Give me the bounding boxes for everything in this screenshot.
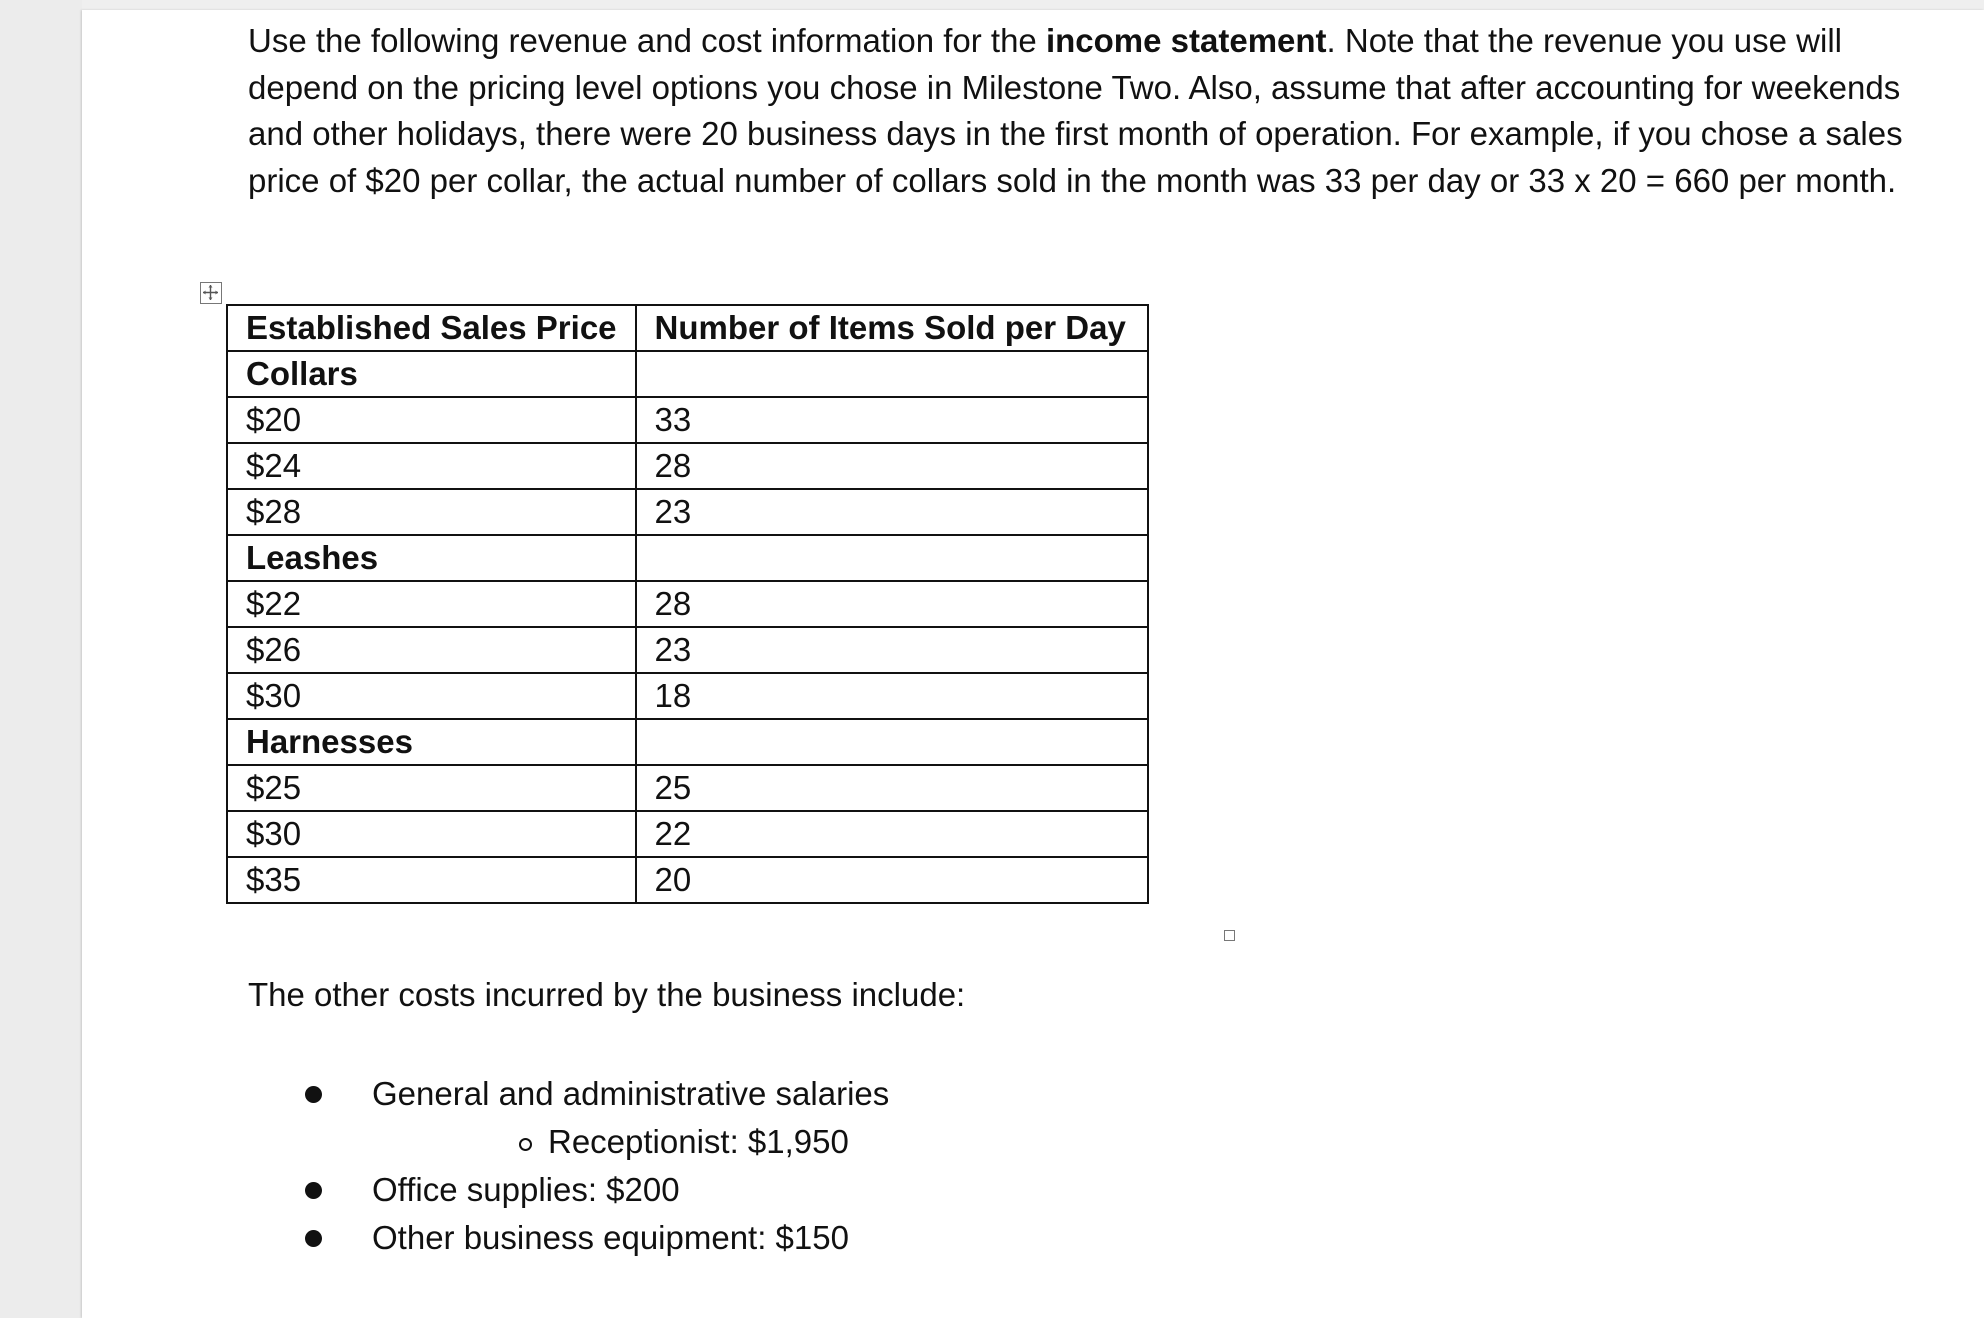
intro-paragraph bbox=[248, 18, 1908, 204]
table-row bbox=[227, 673, 1148, 719]
header-sales-price: Established Sales Price bbox=[227, 305, 636, 351]
price-cell: $26 bbox=[227, 627, 636, 673]
quantity-cell: 23 bbox=[636, 489, 1148, 535]
table-category-row bbox=[227, 719, 1148, 765]
category-cell: Leashes bbox=[227, 535, 636, 581]
intro-text-2: . Note that the revenue you use will depend on the pricing level options you chose in Milestone Two. Also, assume that after accounting for weekends and other holidays, there were 20 business days in the first month of operation. For example, if you chose a sales price of $20 per collar, the actual number of collars sold in the month was 33 per day or 33 x 20 = 660 per month. bbox=[248, 22, 1903, 199]
category-cell: Harnesses bbox=[227, 719, 636, 765]
price-cell: $25 bbox=[227, 765, 636, 811]
top-margin bbox=[82, 0, 1984, 10]
intro-text-1: Use the following revenue and cost information for the bbox=[248, 22, 1046, 59]
empty-cell bbox=[636, 719, 1148, 765]
empty-cell bbox=[636, 535, 1148, 581]
price-cell: $30 bbox=[227, 811, 636, 857]
other-costs-list bbox=[248, 1070, 889, 1262]
list-item-text: Other business equipment: $150 bbox=[372, 1219, 849, 1256]
table-resize-handle[interactable] bbox=[1224, 930, 1235, 941]
list-item-text: Receptionist: $1,950 bbox=[548, 1123, 849, 1160]
left-gutter bbox=[0, 0, 82, 1318]
table-category-row bbox=[227, 351, 1148, 397]
price-cell: $20 bbox=[227, 397, 636, 443]
table-row bbox=[227, 857, 1148, 903]
list-item bbox=[248, 1070, 889, 1118]
table-row bbox=[227, 443, 1148, 489]
quantity-cell: 18 bbox=[636, 673, 1148, 719]
quantity-cell: 25 bbox=[636, 765, 1148, 811]
bullet-icon bbox=[305, 1230, 322, 1247]
header-items-sold: Number of Items Sold per Day bbox=[636, 305, 1148, 351]
table-row bbox=[227, 581, 1148, 627]
quantity-cell: 33 bbox=[636, 397, 1148, 443]
bullet-icon bbox=[305, 1086, 322, 1103]
table-row bbox=[227, 397, 1148, 443]
price-cell: $24 bbox=[227, 443, 636, 489]
price-cell: $22 bbox=[227, 581, 636, 627]
list-item bbox=[248, 1214, 889, 1262]
list-item-sub bbox=[248, 1118, 889, 1166]
table-row bbox=[227, 765, 1148, 811]
other-costs-heading: The other costs incurred by the business include: bbox=[248, 976, 966, 1013]
category-cell: Collars bbox=[227, 351, 636, 397]
table-row bbox=[227, 627, 1148, 673]
table-row bbox=[227, 489, 1148, 535]
quantity-cell: 22 bbox=[636, 811, 1148, 857]
quantity-cell: 23 bbox=[636, 627, 1148, 673]
sub-bullet-icon bbox=[519, 1138, 532, 1151]
table-row bbox=[227, 811, 1148, 857]
list-item-text: Office supplies: $200 bbox=[372, 1171, 680, 1208]
price-table bbox=[226, 304, 1149, 904]
table-category-row bbox=[227, 535, 1148, 581]
quantity-cell: 28 bbox=[636, 581, 1148, 627]
intro-bold-text: income statement bbox=[1045, 22, 1327, 59]
list-item bbox=[248, 1166, 889, 1214]
table-move-handle-icon[interactable] bbox=[200, 282, 222, 304]
empty-cell bbox=[636, 351, 1148, 397]
price-cell: $30 bbox=[227, 673, 636, 719]
list-item-text: General and administrative salaries bbox=[372, 1075, 890, 1112]
table-header-row bbox=[227, 305, 1148, 351]
price-cell: $35 bbox=[227, 857, 636, 903]
price-cell: $28 bbox=[227, 489, 636, 535]
bullet-icon bbox=[305, 1182, 322, 1199]
quantity-cell: 28 bbox=[636, 443, 1148, 489]
quantity-cell: 20 bbox=[636, 857, 1148, 903]
